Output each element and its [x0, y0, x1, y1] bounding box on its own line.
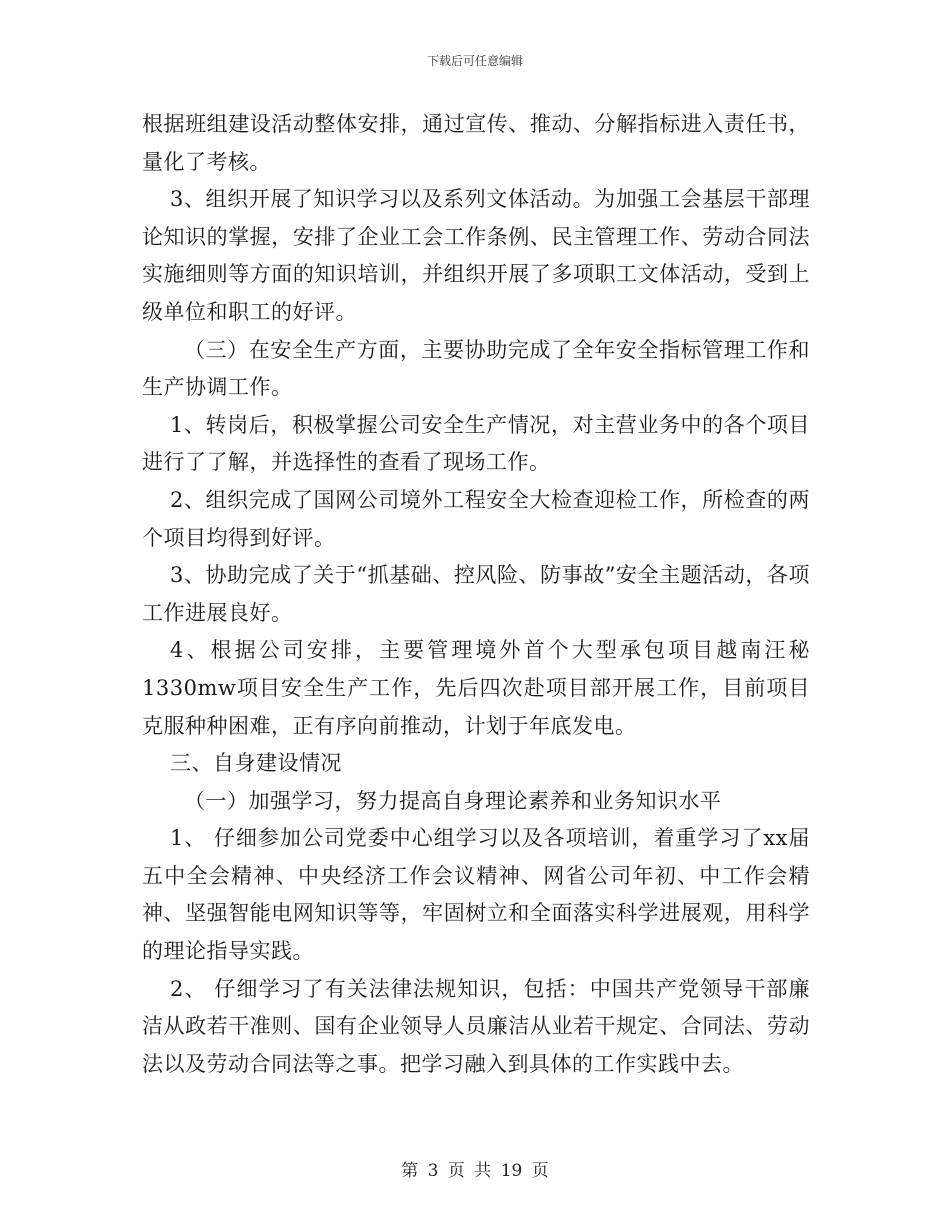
page-number: 第 3 页 共 19 页	[401, 1161, 549, 1181]
paragraph-1: 3、组织开展了知识学习以及系列文体活动。为加强工会基层干部理论知识的掌握，安排了企业工会工作条例、民主管理工作、劳动合同法实施细则等方面的知识培训，并组织开展了多项职工文体活动，受到上级单位和职工的好评。	[142, 187, 810, 324]
page-header-note: 下载后可任意编辑	[426, 54, 523, 68]
paragraph-9: 1、 仔细参加公司党委中心组学习以及各项培训，着重学习了xx届五中全会精神、中央经济工作会议精神、网省公司年初、中工作会精神、坚强智能电网知识等等，牢固树立和全面落实科学进展观，用科学的理论指导实践。	[142, 826, 810, 964]
paragraph-3: 1、转岗后，积极掌握公司安全生产情况，对主营业务中的各个项目进行了了解，并选择性的查看了现场工作。	[142, 412, 810, 475]
paragraph-5: 3、协助完成了关于“抓基础、控风险、防事故”安全主题活动，各项工作进展良好。	[142, 563, 810, 625]
paragraph-6: 4、根据公司安排，主要管理境外首个大型承包项目越南汪秘1330mw项目安全生产工作，先后四次赴项目部开展工作，目前项目克服种种困难，正有序向前推动，计划于年底发电。	[142, 638, 810, 738]
paragraph-0: 根据班组建设活动整体安排，通过宣传、推动、分解指标进入责任书，量化了考核。	[142, 112, 810, 174]
subsection-heading-1: （一）加强学习，努力提高自身理论素养和业务知识水平	[184, 788, 722, 813]
section-heading-3: 三、自身建设情况	[170, 751, 342, 776]
paragraph-10: 2、 仔细学习了有关法律法规知识，包括：中国共产党领导干部廉洁从政若干准则、国有企业领导人员廉洁从业若干规定、合同法、劳动法以及劳动合同法等之事。把学习融入到具体的工作实践中去。	[142, 976, 810, 1076]
paragraph-2: （三）在安全生产方面，主要协助完成了全年安全指标管理工作和生产协调工作。	[142, 337, 810, 400]
document-body	[142, 106, 810, 1083]
paragraph-4: 2、组织完成了国网公司境外工程安全大检查迎检工作，所检查的两个项目均得到好评。	[142, 487, 810, 550]
